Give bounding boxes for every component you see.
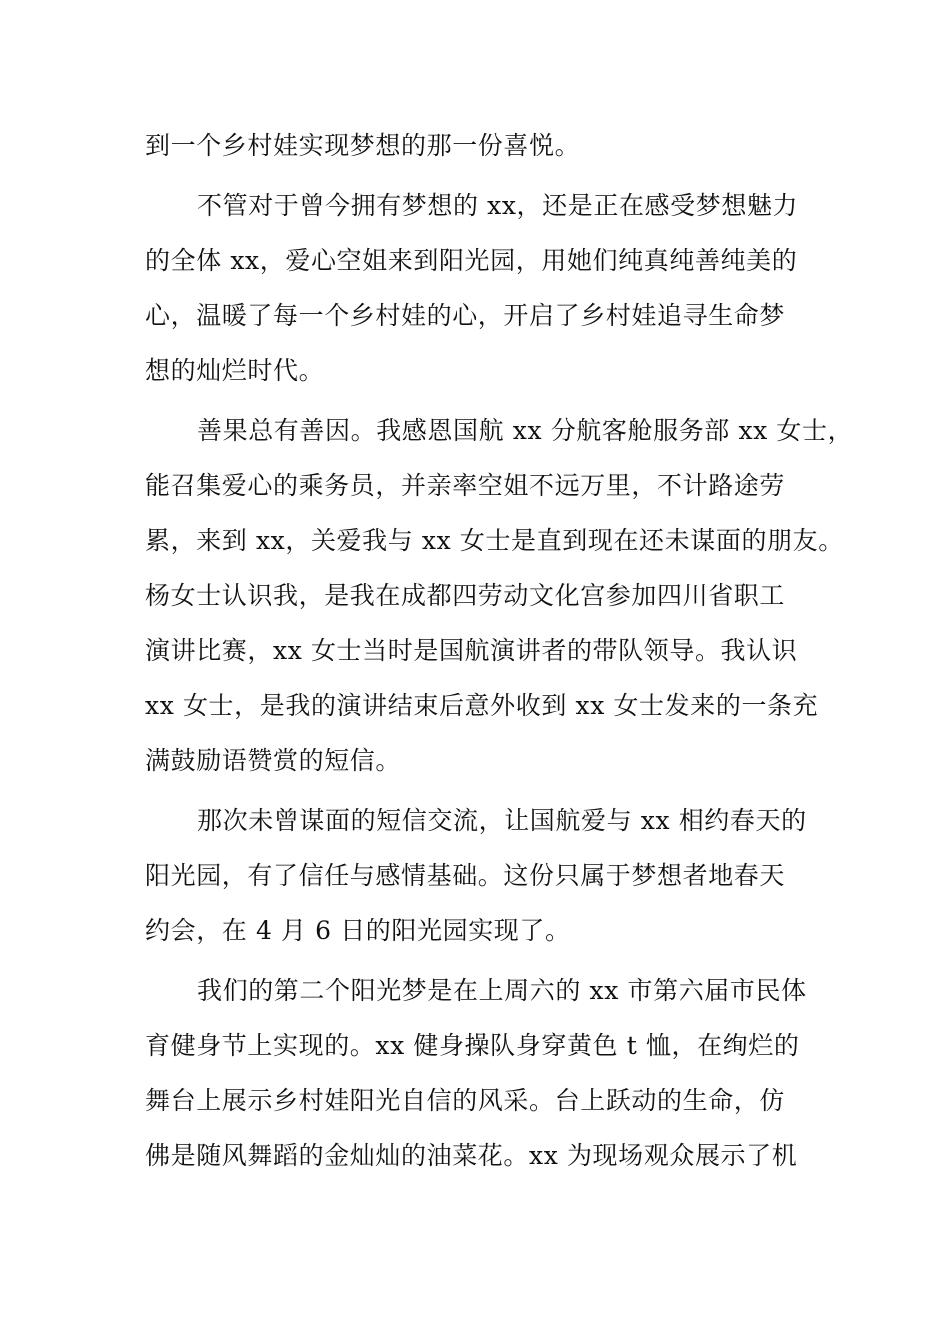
- paragraph-1: [145, 118, 825, 173]
- paragraph-4: [145, 793, 825, 958]
- text-line: 演讲比赛，xx 女士当时是国航演讲者的带队领导。我认识: [145, 636, 798, 665]
- text-line: 那次未曾谋面的短信交流，让国航爱与 xx 相约春天的: [197, 806, 807, 835]
- text-line: 能召集爱心的乘务员，并亲率空姐不远万里，不计路途劳: [145, 471, 786, 500]
- text-line: 的全体 xx，爱心空姐来到阳光园，用她们纯真纯善纯美的: [145, 246, 798, 275]
- text-line: 心，温暖了每一个乡村娃的心，开启了乡村娃追寻生命梦: [145, 301, 786, 330]
- text-line: 到一个乡村娃实现梦想的那一份喜悦。: [145, 131, 581, 160]
- text-line: 佛是随风舞蹈的金灿灿的油菜花。xx 为现场观众展示了机: [145, 1141, 798, 1170]
- text-line: 育健身节上实现的。xx 健身操队身穿黄色 t 恤，在绚烂的: [145, 1031, 800, 1060]
- text-line: 想的灿烂时代。: [145, 356, 325, 385]
- text-line: 约会，在 4 月 6 日的阳光园实现了。: [145, 916, 571, 945]
- text-line: 杨女士认识我，是我在成都四劳动文化宫参加四川省职工: [145, 581, 786, 610]
- text-line: 满鼓励语赞赏的短信。: [145, 746, 402, 775]
- text-line: 我们的第二个阳光梦是在上周六的 xx 市第六届市民体: [197, 976, 807, 1005]
- text-line: 善果总有善因。我感恩国航 xx 分航客舱服务部 xx 女士，: [197, 416, 854, 445]
- paragraph-2: [145, 178, 825, 398]
- paragraph-5: [145, 963, 825, 1183]
- text-line: 不管对于曾今拥有梦想的 xx，还是正在感受梦想魅力: [197, 191, 799, 220]
- paragraph-3: [145, 403, 854, 788]
- text-line: 累，来到 xx，关爱我与 xx 女士是直到现在还未谋面的朋友。: [145, 526, 844, 555]
- text-line: xx 女士，是我的演讲结束后意外收到 xx 女士发来的一条充: [145, 691, 819, 720]
- text-line: 舞台上展示乡村娃阳光自信的风采。台上跃动的生命，仿: [145, 1086, 786, 1115]
- body-text: [145, 118, 854, 1183]
- text-line: 阳光园，有了信任与感情基础。这份只属于梦想者地春天: [145, 861, 786, 890]
